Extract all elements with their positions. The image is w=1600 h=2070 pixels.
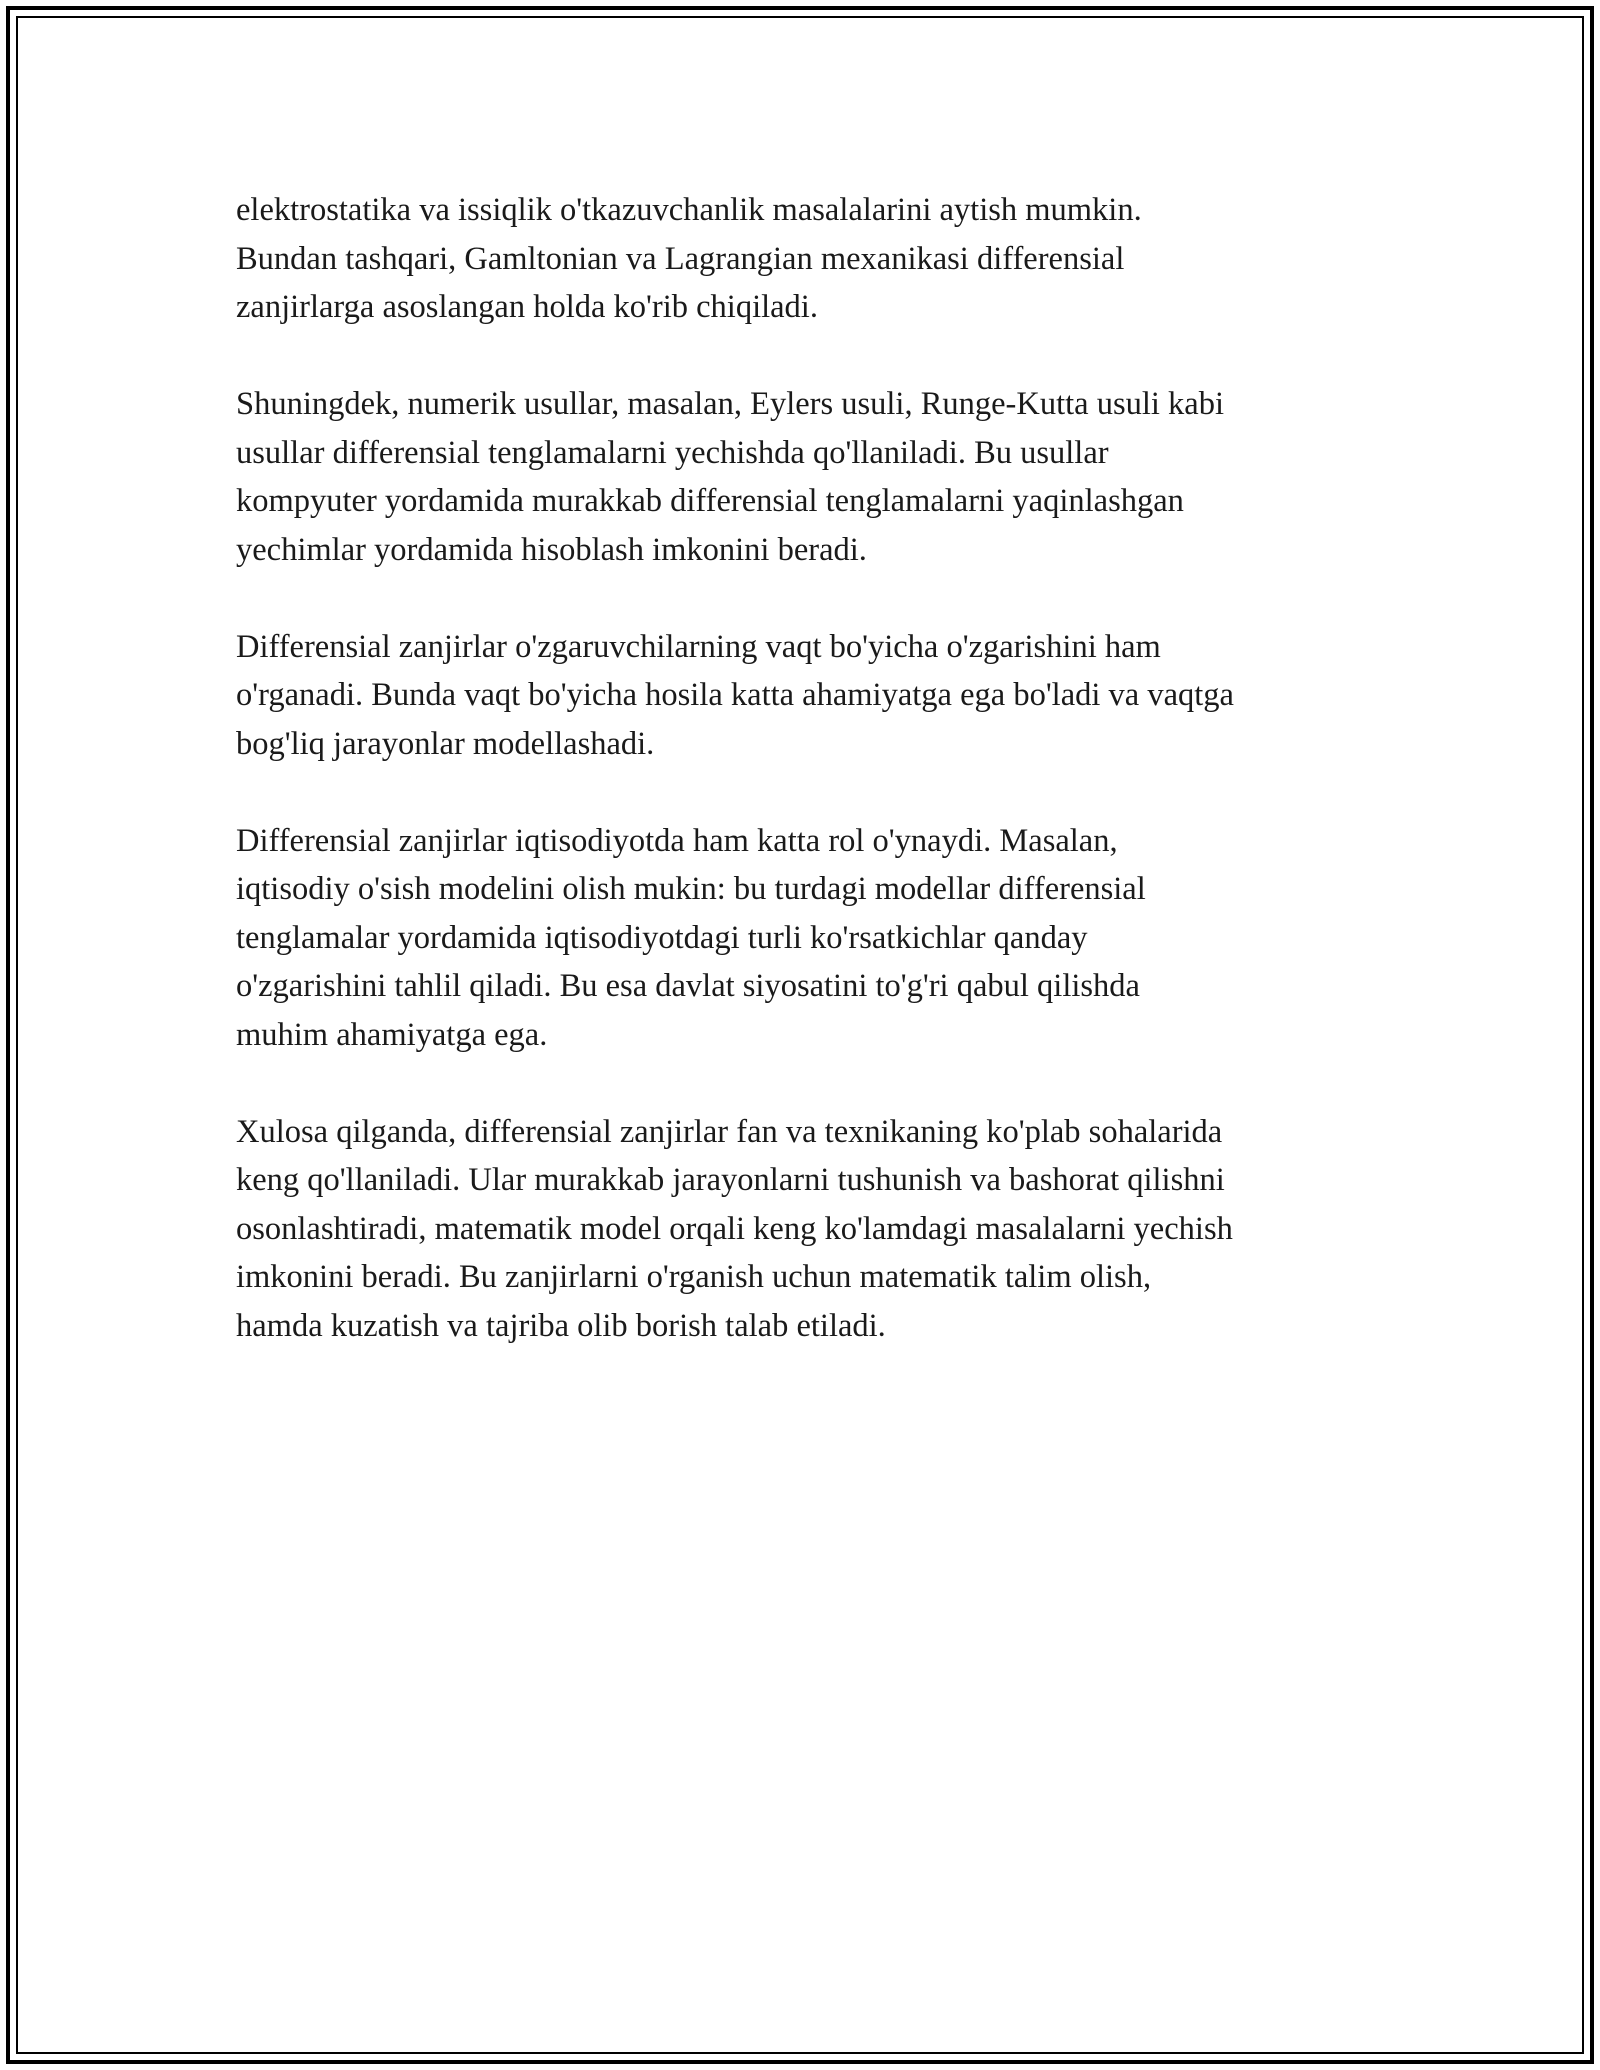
text-line: bog'liq jarayonlar modellashadi. (236, 725, 655, 762)
text-line: elektrostatika va issiqlik o'tkazuvchanlik masalalarini aytish mumkin. (236, 192, 1142, 228)
text-line: iqtisodiy o'sish modelini olish mukin: bu turdagi modellar differensial (236, 871, 1146, 907)
text-line: usullar differensial tenglamalarni yechishda qo'llaniladi. Bu usullar (236, 434, 1109, 471)
text-line: Bundan tashqari, Gamltonian va Lagrangian mexanikasi differensial (236, 240, 1125, 277)
paragraph-1 (236, 186, 1376, 332)
text-line: imkonini beradi. Bu zanjirlarni o'rganish uchun matematik talim olish, (236, 1259, 1152, 1295)
paragraph-2 (236, 380, 1376, 574)
paragraph-4 (236, 817, 1376, 1060)
text-line: tenglamalar yordamida iqtisodiyotdagi turli ko'rsatkichlar qanday (236, 919, 1088, 956)
text-line: o'rganadi. Bunda vaqt bo'yicha hosila katta ahamiyatga ega bo'ladi va vaqtga (236, 677, 1234, 713)
document-body (236, 186, 1376, 1399)
text-line: muhim ahamiyatga ega. (236, 1016, 548, 1053)
text-line: zanjirlarga asoslangan holda ko'rib chiqiladi. (236, 289, 818, 325)
text-line: Xulosa qilganda, differensial zanjirlar fan va texnikaning ko'plab sohalarida (236, 1113, 1223, 1150)
text-line: o'zgarishini tahlil qiladi. Bu esa davlat siyosatini to'g'ri qabul qilishda (236, 968, 1140, 1004)
paragraph-3 (236, 623, 1376, 769)
text-line: osonlashtiradi, matematik model orqali keng ko'lamdagi masalalarni yechish (236, 1210, 1233, 1247)
paragraph-5 (236, 1108, 1376, 1351)
text-line: keng qo'llaniladi. Ular murakkab jarayonlarni tushunish va bashorat qilishni (236, 1162, 1225, 1198)
text-line: Differensial zanjirlar o'zgaruvchilarning vaqt bo'yicha o'zgarishini ham (236, 628, 1161, 665)
text-line: yechimlar yordamida hisoblash imkonini beradi. (236, 531, 867, 568)
text-line: Shuningdek, numerik usullar, masalan, Eylers usuli, Runge-Kutta usuli kabi (236, 386, 1224, 422)
text-line: kompyuter yordamida murakkab differensial tenglamalarni yaqinlashgan (236, 483, 1184, 519)
text-line: hamda kuzatish va tajriba olib borish talab etiladi. (236, 1307, 886, 1344)
text-line: Differensial zanjirlar iqtisodiyotda ham katta rol o'ynaydi. Masalan, (236, 822, 1118, 859)
